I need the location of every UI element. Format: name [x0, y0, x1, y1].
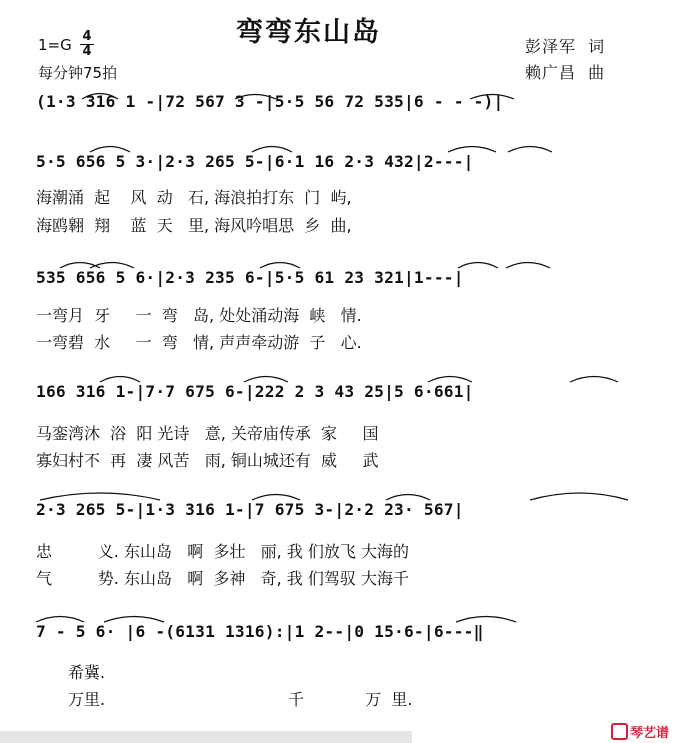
- logo-icon: [611, 723, 628, 740]
- slur-7: [508, 147, 552, 153]
- key-signature: 1=G: [38, 36, 72, 54]
- slur-15: [428, 377, 472, 383]
- lyricist-credit: 彭泽军 词: [525, 37, 606, 56]
- lyric-line-4b: 寡妇村不 再 凄 风苦 雨, 铜山城还有 威 武: [36, 451, 379, 470]
- slur-20: [530, 493, 628, 500]
- slur-5: [252, 147, 292, 153]
- slur-10: [260, 263, 300, 269]
- slur-23: [456, 617, 516, 623]
- time-signature-top: 4: [82, 29, 92, 44]
- lyric-line-3b: 一弯碧 水 一 弯 情, 声声牵动游 子 心.: [36, 333, 362, 352]
- lyric-line-5a: 忠 义. 东山岛 啊 多壮 丽, 我 们放飞 大海的: [36, 542, 409, 561]
- lyric-line-4a: 马銮湾沐 浴 阳 光诗 意, 关帝庙传承 家 国: [36, 424, 379, 443]
- time-signature-bottom: 4: [82, 44, 92, 59]
- slur-19: [386, 495, 430, 501]
- slur-6: [448, 147, 496, 153]
- watermark-brand: 琴艺谱: [629, 726, 669, 741]
- slur-11: [458, 263, 498, 269]
- notation-line-2: 5·5 656 5 3·|2·3 265 5-|6·1 16 2·3 432|2---|: [36, 152, 474, 171]
- notation-line-4: 166 316 1-|7·7 675 6-|222 2 3 43 25|5 6·661|: [36, 382, 474, 401]
- notation-line-5: 2·3 265 5-|1·3 316 1-|7 675 3-|2·2 23· 567|: [36, 500, 464, 519]
- slur-22: [104, 617, 164, 623]
- lyric-line-3a: 一弯月 牙 一 弯 岛, 处处涌动海 峡 情.: [36, 306, 362, 325]
- song-title: 弯弯东山岛: [236, 17, 381, 48]
- slur-4: [90, 147, 130, 153]
- watermark-logo: [611, 722, 669, 741]
- notation-line-1: (1·3 316 1 -|72 567 3 -|5·5 56 72 535|6 - - -)|: [36, 92, 504, 111]
- slur-1: [82, 94, 118, 100]
- slur-18: [252, 495, 300, 501]
- slur-3: [470, 95, 514, 100]
- lyric-line-5b: 气 势. 东山岛 啊 多神 奇, 我 们驾驭 大海千: [36, 569, 409, 588]
- notation-line-6: 7 - 5 6· |6 -(6131 1316):|1 2--|0 15·6-|6---‖: [36, 622, 484, 641]
- tempo-marking: 每分钟75拍: [38, 64, 118, 82]
- slur-2: [235, 95, 276, 100]
- slur-8: [60, 263, 100, 269]
- slur-9: [90, 263, 134, 269]
- slur-14: [244, 377, 288, 383]
- slur-16: [570, 377, 618, 383]
- slur-17: [40, 493, 160, 500]
- notation-line-3: 535 656 5 6·|2·3 235 6-|5·5 61 23 321|1---|: [36, 268, 464, 287]
- bottom-scroll-bar: [0, 731, 412, 743]
- slur-21: [36, 617, 84, 623]
- lyric-line-2a: 海潮涌 起 风 动 石, 海浪拍打东 门 屿,: [36, 188, 352, 207]
- lyric-line-6b: 万里. 千 万 里.: [68, 690, 413, 709]
- composer-credit: 赖广昌 曲: [525, 63, 606, 82]
- lyric-line-2b: 海鸥翱 翔 蓝 天 里, 海风吟唱思 乡 曲,: [36, 216, 352, 235]
- lyric-line-6a: 希冀.: [68, 663, 106, 682]
- slur-12: [506, 263, 550, 269]
- slur-13: [100, 377, 140, 383]
